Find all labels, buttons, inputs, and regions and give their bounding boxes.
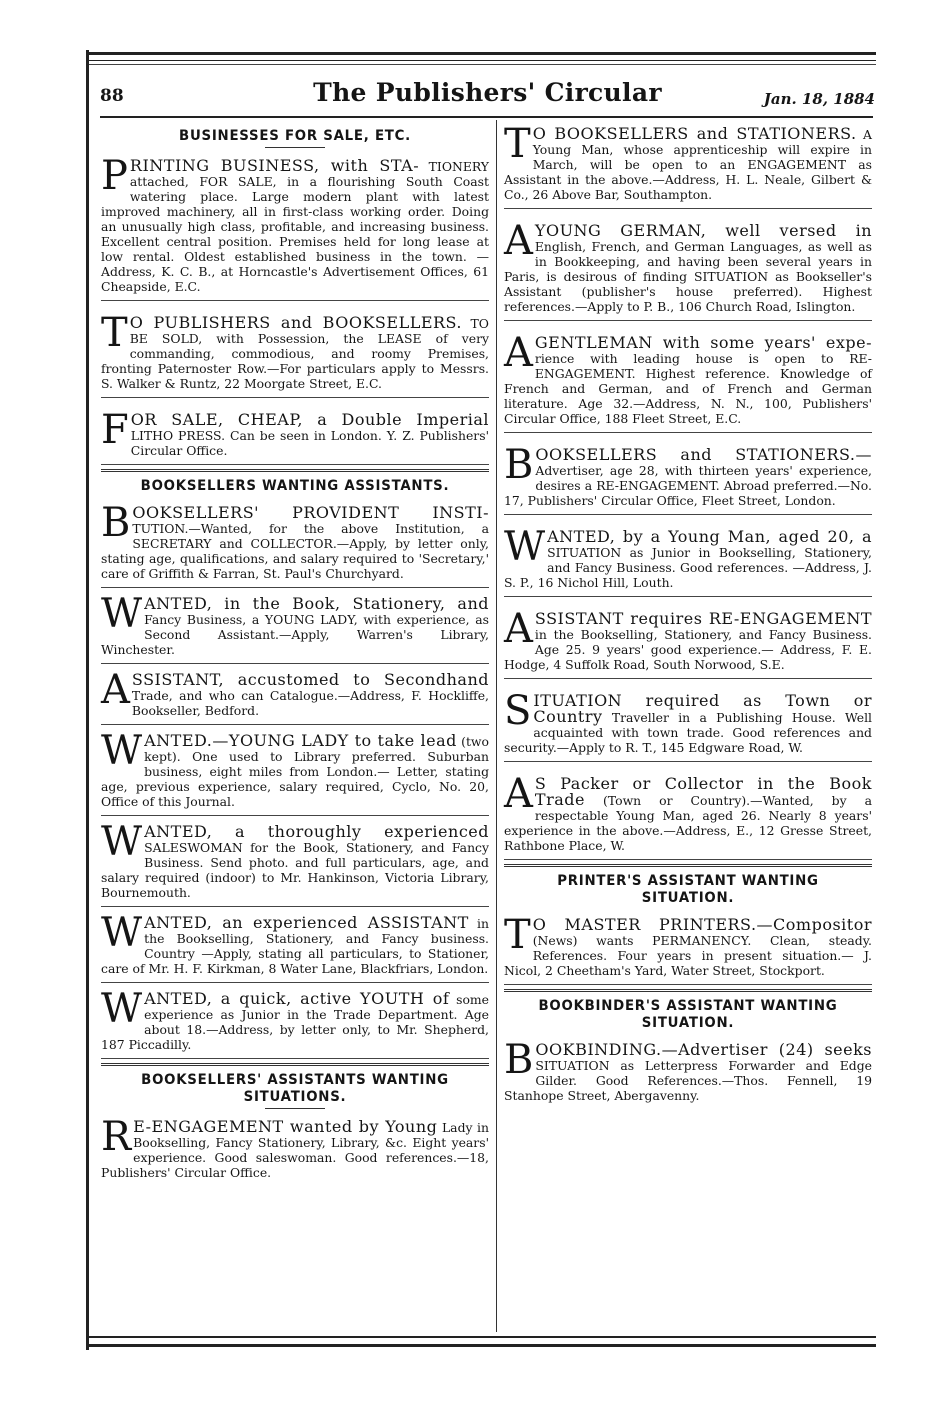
ad-lead: S Packer or Collector in the Book Trade: [534, 774, 872, 809]
drop-cap: A: [504, 606, 533, 652]
advertisement: [504, 772, 872, 860]
drop-cap: T: [504, 121, 531, 167]
advertisement: [504, 913, 872, 985]
drop-cap: W: [101, 728, 143, 774]
advertisement: [504, 331, 872, 433]
ad-lead: OR SALE, CHEAP, a Double Imperial: [130, 410, 489, 429]
ad-body: Lady in Bookselling, Fancy Stationery, Library, &c. Eight years' experience. Good saleswoman. Good references.—18, Publishers' Circular Office.: [101, 1120, 489, 1180]
advertisement: [504, 607, 872, 679]
drop-cap: W: [101, 986, 143, 1032]
section-heading: BOOKSELLERS WANTING ASSISTANTS.: [140, 478, 450, 494]
ad-lead: ITUATION required as Town or Country: [533, 691, 872, 726]
ad-lead: ANTED.—YOUNG LADY to take lead: [144, 731, 457, 750]
drop-cap: A: [504, 218, 533, 264]
ad-lead: GENTLEMAN with some years' expe-: [534, 333, 872, 352]
advertisement: [504, 443, 872, 515]
drop-cap: B: [504, 442, 534, 488]
ad-lead: SSISTANT requires RE-ENGAGEMENT: [534, 609, 872, 628]
ad-body: English, French, and German Languages, as well as in Bookkeeping, and having been several years in Paris, is desirous of finding SITUATION as Bookseller's Assistant (publisher's house preferred). Highest references.—Apply to P. B., 106 Church Road, Islington.: [504, 239, 872, 314]
advertisement: [504, 689, 872, 762]
advertisement: [504, 219, 872, 321]
drop-cap: R: [101, 1114, 132, 1160]
section-rule: [504, 989, 872, 992]
ad-body: (News) wants PERMANENCY. Clean, steady. References. Four years in present situation.— J. Nicol, 2 Cheetham's Yard, Water Street, Stockport.: [504, 933, 872, 978]
ad-lead: E-ENGAGEMENT wanted by Young: [133, 1117, 438, 1136]
ad-lead: ANTED, in the Book, Stationery, and: [144, 594, 489, 613]
advertisement: [504, 122, 872, 209]
ad-lead: ANTED, an experienced ASSISTANT: [144, 913, 469, 932]
ad-body: Advertiser, age 28, with thirteen years' experience, desires a RE-ENGAGEMENT. Abroad preferred.—No. 17, Publishers' Circular Office, Fleet Street, London.: [504, 463, 872, 508]
ad-body: SITUATION as Letterpress Forwarder and Edge Gilder. Good References.—Thos. Fennell, 19 Stanhope Street, Abergavenny.: [504, 1058, 872, 1103]
bottom-border-rule: [86, 1336, 876, 1347]
ad-body: A Young Man, whose apprenticeship will expire in March, will be open to an ENGAGEMENT as Assistant in the above.—Address, H. L. Neale, Gilbert & Co., 26 Above Bar, Southampton.: [504, 127, 872, 202]
advertisement: [101, 592, 489, 664]
section-heading: BOOKSELLERS' ASSISTANTS WANTING SITUATIONS.: [141, 1072, 449, 1105]
ad-body: SALESWOMAN for the Book, Stationery, and Fancy Business. Send photo. and full particulars, age, and salary required (indoor) to Mr. Hankinson, Victoria Library, Bournemouth.: [101, 840, 489, 900]
ad-body: TUTION.—Wanted, for the above Institution, a SECRETARY and COLLECTOR.—Apply, by letter only, stating age, qualifications, and salary required to 'Secretary,' care of Griffith & Farran, St. Paul's Churchyard.: [101, 521, 489, 581]
ad-lead: RINTING BUSINESS, with STA-: [129, 156, 420, 175]
drop-cap: T: [504, 912, 531, 958]
section-heading: BOOKBINDER'S ASSISTANT WANTING SITUATION.: [538, 998, 838, 1031]
ad-body: SITUATION as Junior in Bookselling, Stationery, and Fancy Business. Good references. —Address, J. S. P., 16 Nichol Hill, Louth.: [504, 545, 872, 590]
ad-body: rience with leading house is open to RE-ENGAGEMENT. Highest reference. Knowledge of French and German, and of French and German literature. Age 32.—Address, N. N., 100, Publishers' Circular Office, 188 Fleet Street, E.C.: [504, 351, 872, 426]
section-rule: [101, 469, 489, 472]
advertisement: [101, 1115, 489, 1186]
section-heading: PRINTER'S ASSISTANT WANTING SITUATION.: [557, 873, 819, 906]
ad-body: Traveller in a Publishing House. Well acquainted with town trade. Good references and security.—Apply to R. T., 145 Edgware Road, W.: [504, 710, 872, 755]
ad-body: (two kept). One used to Library preferred. Suburban business, eight miles from London.— Letter, stating age, previous experience, salary required, Cyclo, No. 20, Office of this Journal.: [101, 734, 489, 809]
drop-cap: S: [504, 688, 532, 734]
ad-body: some experience as Junior in the Trade Department. Age about 18.—Address, by letter only, to Mr. Shepherd, 187 Piccadilly.: [101, 992, 489, 1052]
page-number: 88: [100, 86, 124, 106]
ad-body: in the Bookselling, Stationery, and Fancy Business. Age 25. 9 years' good experience.— Address, F. E. Hodge, 4 Suffolk Road, South Norwood, S.E.: [504, 627, 872, 672]
drop-cap: A: [101, 667, 130, 713]
ad-lead: OOKBINDING.—Advertiser (24) seeks: [535, 1040, 872, 1059]
advertisement: [504, 525, 872, 597]
advertisement: [101, 501, 489, 588]
advertisement: [101, 668, 489, 725]
ad-body: in the Bookselling, Stationery, and Fancy business. Country —Apply, stating all particulars, to Stationer, care of Mr. H. F. Kirkman, 8 Water Lane, Blackfriars, London.: [101, 916, 489, 976]
section-heading: BUSINESSES FOR SALE, ETC.: [179, 128, 411, 144]
ad-body: (Town or Country).—Wanted, by a respectable Young Man, aged 26. Nearly 8 years' experience in the above.—Address, E., 12 Gresse Street, Rathbone Place, W.: [504, 793, 872, 853]
advertisement: [101, 987, 489, 1059]
advertisement: [504, 1038, 872, 1109]
advertisement: [101, 154, 489, 301]
ad-lead: O BOOKSELLERS and STATIONERS.: [532, 124, 857, 143]
ad-lead: O PUBLISHERS and BOOKSELLERS.: [129, 313, 463, 332]
left-column: [101, 122, 489, 1186]
ad-body: TO BE SOLD, with Possession, the LEASE of very commanding, commodious, and roomy Premises, fronting Paternoster Row.—For particulars apply to Messrs. S. Walker & Runtz, 22 Moorgate Street, E.C.: [101, 316, 489, 391]
advertisement: [101, 911, 489, 983]
drop-cap: A: [504, 771, 533, 817]
drop-cap: B: [504, 1037, 534, 1083]
heading-rule: [265, 147, 325, 148]
ad-lead: ANTED, by a Young Man, aged 20, a: [547, 527, 872, 546]
section-rule: [101, 1063, 489, 1066]
drop-cap: W: [101, 910, 143, 956]
drop-cap: P: [101, 153, 128, 199]
page-header: [100, 76, 875, 112]
issue-date: Jan. 18, 1884: [763, 90, 875, 108]
ad-body: LITHO PRESS. Can be seen in London. Y. Z. Publishers' Circular Office.: [130, 428, 489, 458]
ad-body: TIONERY attached, FOR SALE, in a flourishing South Coast watering place. Large modern plant with latest improved machinery, all in first-class working order. Doing an unusually high class, profitable, and increasing business. Excellent central position. Premises held for long lease at low rental. Oldest established business in the town. —Address, K. C. B., at Horncastle's Advertisement Offices, 61 Cheapside, E.C.: [101, 159, 489, 294]
ad-lead: SSISTANT, accustomed to Secondhand: [131, 670, 489, 689]
section-rule: [504, 864, 872, 867]
ad-lead: ANTED, a thoroughly experienced: [144, 822, 489, 841]
journal-title: The Publishers' Circular: [313, 78, 662, 107]
ad-lead: ANTED, a quick, active YOUTH of: [144, 989, 450, 1008]
header-rule: [100, 116, 873, 118]
drop-cap: W: [504, 524, 546, 570]
drop-cap: W: [101, 819, 143, 865]
drop-cap: A: [504, 330, 533, 376]
advertisement: [101, 729, 489, 816]
ad-lead: OOKSELLERS and STATIONERS.—: [535, 445, 872, 464]
advertisement: [101, 408, 489, 465]
right-column: [504, 122, 872, 1109]
ad-body: Fancy Business, a YOUNG LADY, with experience, as Second Assistant.—Apply, Warren's Library, Winchester.: [101, 612, 489, 657]
ad-lead: YOUNG GERMAN, well versed in: [534, 221, 872, 240]
drop-cap: B: [101, 500, 131, 546]
advertisement: [101, 820, 489, 907]
ad-lead: OOKSELLERS' PROVIDENT INSTI-: [132, 503, 489, 522]
column-divider: [496, 120, 497, 1332]
drop-cap: F: [101, 407, 129, 453]
drop-cap: T: [101, 310, 128, 356]
ad-lead: O MASTER PRINTERS.—Compositor: [532, 915, 872, 934]
ad-body: Trade, and who can Catalogue.—Address, F. Hockliffe, Bookseller, Bedford.: [131, 688, 489, 718]
advertisement: [101, 311, 489, 398]
heading-rule: [265, 1108, 325, 1109]
drop-cap: W: [101, 591, 143, 637]
